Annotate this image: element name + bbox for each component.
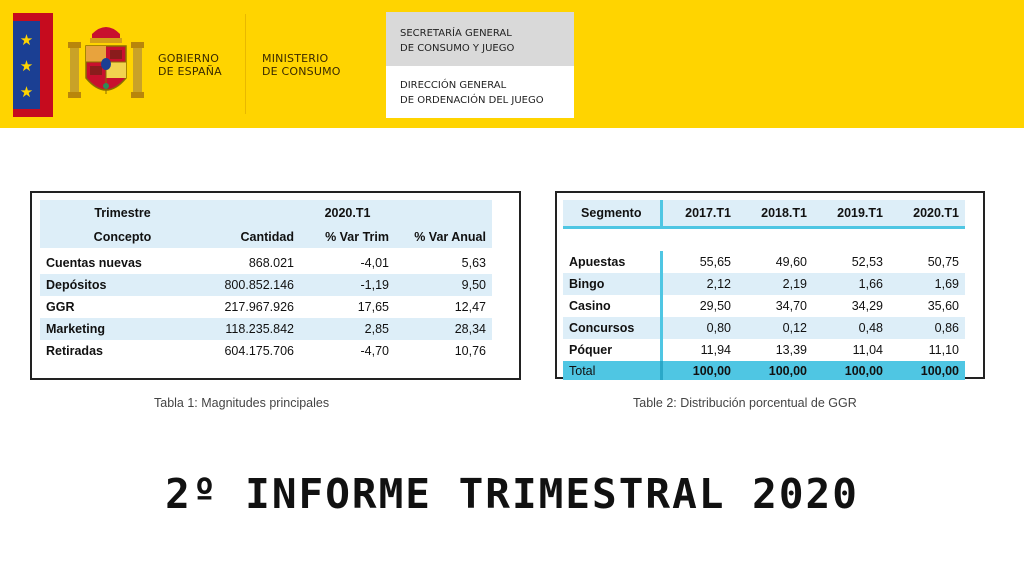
value-cell: 10,76 <box>454 344 486 358</box>
directorate-label <box>400 78 544 108</box>
header-trimestre: Trimestre <box>94 205 151 220</box>
header-year: 2018.T1 <box>737 200 813 228</box>
value-cell: 217.967.926 <box>224 300 294 314</box>
total-row <box>563 361 965 380</box>
concept-cell: Marketing <box>40 318 205 340</box>
table2-caption: Table 2: Distribución porcentual de GGR <box>633 396 857 410</box>
secretariat-line: DE CONSUMO Y JUEGO <box>400 43 515 54</box>
value-cell: -1,19 <box>300 274 395 296</box>
header-segmento: Segmento <box>563 200 661 228</box>
value-cell: 0,12 <box>737 317 813 339</box>
value-cell: 17,65 <box>357 300 389 314</box>
star-icon: ★ <box>19 31 34 49</box>
table2-frame <box>555 191 985 379</box>
table1-caption: Tabla 1: Magnitudes principales <box>154 396 330 410</box>
flag-red-band <box>40 21 53 109</box>
header-year: 2019.T1 <box>813 200 889 228</box>
value-cell: 34,29 <box>851 299 883 313</box>
value-cell: 35,60 <box>927 299 959 313</box>
header-concepto: Concepto <box>93 229 152 244</box>
header-col-var-anual: % Var Anual <box>414 229 486 244</box>
flag-red-stripe-top <box>13 13 53 21</box>
table-row <box>563 295 965 317</box>
header-year: 2017.T1 <box>661 200 737 228</box>
directorate-line: DIRECCIÓN GENERAL <box>400 80 507 91</box>
value-cell: 0,86 <box>889 317 965 339</box>
segment-cell: Bingo <box>563 273 661 295</box>
value-cell: 1,66 <box>813 273 889 295</box>
ministry-label <box>262 52 341 78</box>
gov-line: GOBIERNO <box>158 52 220 65</box>
value-cell: 800.852.146 <box>205 274 300 296</box>
header-band <box>0 0 1024 128</box>
header-divider <box>245 14 246 114</box>
star-icon: ★ <box>19 57 34 75</box>
secretariat-label <box>400 26 514 56</box>
table-row <box>40 252 492 274</box>
coat-of-arms-icon <box>68 20 144 106</box>
total-label: Total <box>563 361 661 380</box>
value-cell: 2,85 <box>300 318 395 340</box>
value-cell: 50,75 <box>927 255 959 269</box>
table-row <box>40 274 492 296</box>
flag-red-stripe-bottom <box>13 109 53 117</box>
total-value: 100,00 <box>661 361 737 380</box>
gov-line: DE ESPAÑA <box>158 65 222 78</box>
value-cell: 12,47 <box>454 300 486 314</box>
government-label <box>158 52 222 78</box>
value-cell: 0,80 <box>661 317 737 339</box>
value-cell: 9,50 <box>395 274 492 296</box>
value-cell: 28,34 <box>395 318 492 340</box>
value-cell: 11,10 <box>928 343 959 357</box>
header-blank <box>205 200 300 225</box>
header-blank <box>395 200 492 225</box>
table1-header-row1 <box>40 200 492 225</box>
header-year: 2020.T1 <box>889 200 965 228</box>
total-value: 100,00 <box>813 361 889 380</box>
table-row <box>563 251 965 273</box>
ggr-distribution-table <box>563 200 965 380</box>
value-cell: 13,39 <box>775 343 807 357</box>
concept-cell: Cuentas nuevas <box>46 256 142 270</box>
spain-flag-emblem <box>13 13 53 117</box>
value-cell: -4,01 <box>360 256 389 270</box>
total-value: 100,00 <box>737 361 813 380</box>
value-cell: 868.021 <box>248 256 294 270</box>
value-cell: 604.175.706 <box>224 344 294 358</box>
magnitudes-table <box>40 200 492 362</box>
ministry-line: MINISTERIO <box>262 52 329 65</box>
report-title: 2º INFORME TRIMESTRAL 2020 <box>165 470 859 518</box>
concept-cell: GGR <box>46 300 75 314</box>
concept-cell: Depósitos <box>40 274 205 296</box>
value-cell: 118.235.842 <box>205 318 300 340</box>
table-row <box>40 340 492 362</box>
value-cell: 52,53 <box>851 255 883 269</box>
value-cell: 11,94 <box>700 343 731 357</box>
header-col-var-trim: % Var Trim <box>325 229 389 244</box>
value-cell: 2,19 <box>737 273 813 295</box>
value-cell: 55,65 <box>699 255 731 269</box>
segment-cell: Concursos <box>563 317 661 339</box>
value-cell: 0,48 <box>813 317 889 339</box>
header-col-cantidad: Cantidad <box>240 229 294 244</box>
value-cell: 5,63 <box>461 256 486 270</box>
secretariat-line: SECRETARÍA GENERAL <box>400 28 512 39</box>
star-icon: ★ <box>19 83 34 101</box>
ministry-line: DE CONSUMO <box>262 65 341 78</box>
table-row <box>563 273 965 295</box>
value-cell: -4,70 <box>360 344 389 358</box>
table1-header-row2 <box>40 225 492 248</box>
value-cell: 11,04 <box>852 343 883 357</box>
secretariat-box <box>386 12 574 118</box>
segment-cell: Casino <box>563 295 661 317</box>
concept-cell: Retiradas <box>46 344 103 358</box>
header-period: 2020.T1 <box>324 205 371 220</box>
segment-cell: Apuestas <box>563 251 661 273</box>
table-row <box>40 296 492 318</box>
table2-header-row <box>563 200 965 228</box>
directorate-line: DE ORDENACIÓN DEL JUEGO <box>400 95 544 106</box>
segment-cell: Póquer <box>563 339 661 361</box>
total-value: 100,00 <box>889 361 965 380</box>
value-cell: 29,50 <box>699 299 731 313</box>
value-cell: 49,60 <box>775 255 807 269</box>
value-cell: 1,69 <box>889 273 965 295</box>
value-cell: 2,12 <box>661 273 737 295</box>
table-row <box>40 318 492 340</box>
table-row <box>563 317 965 339</box>
table1-frame <box>30 191 521 380</box>
table-row <box>563 339 965 361</box>
value-cell: 34,70 <box>775 299 807 313</box>
